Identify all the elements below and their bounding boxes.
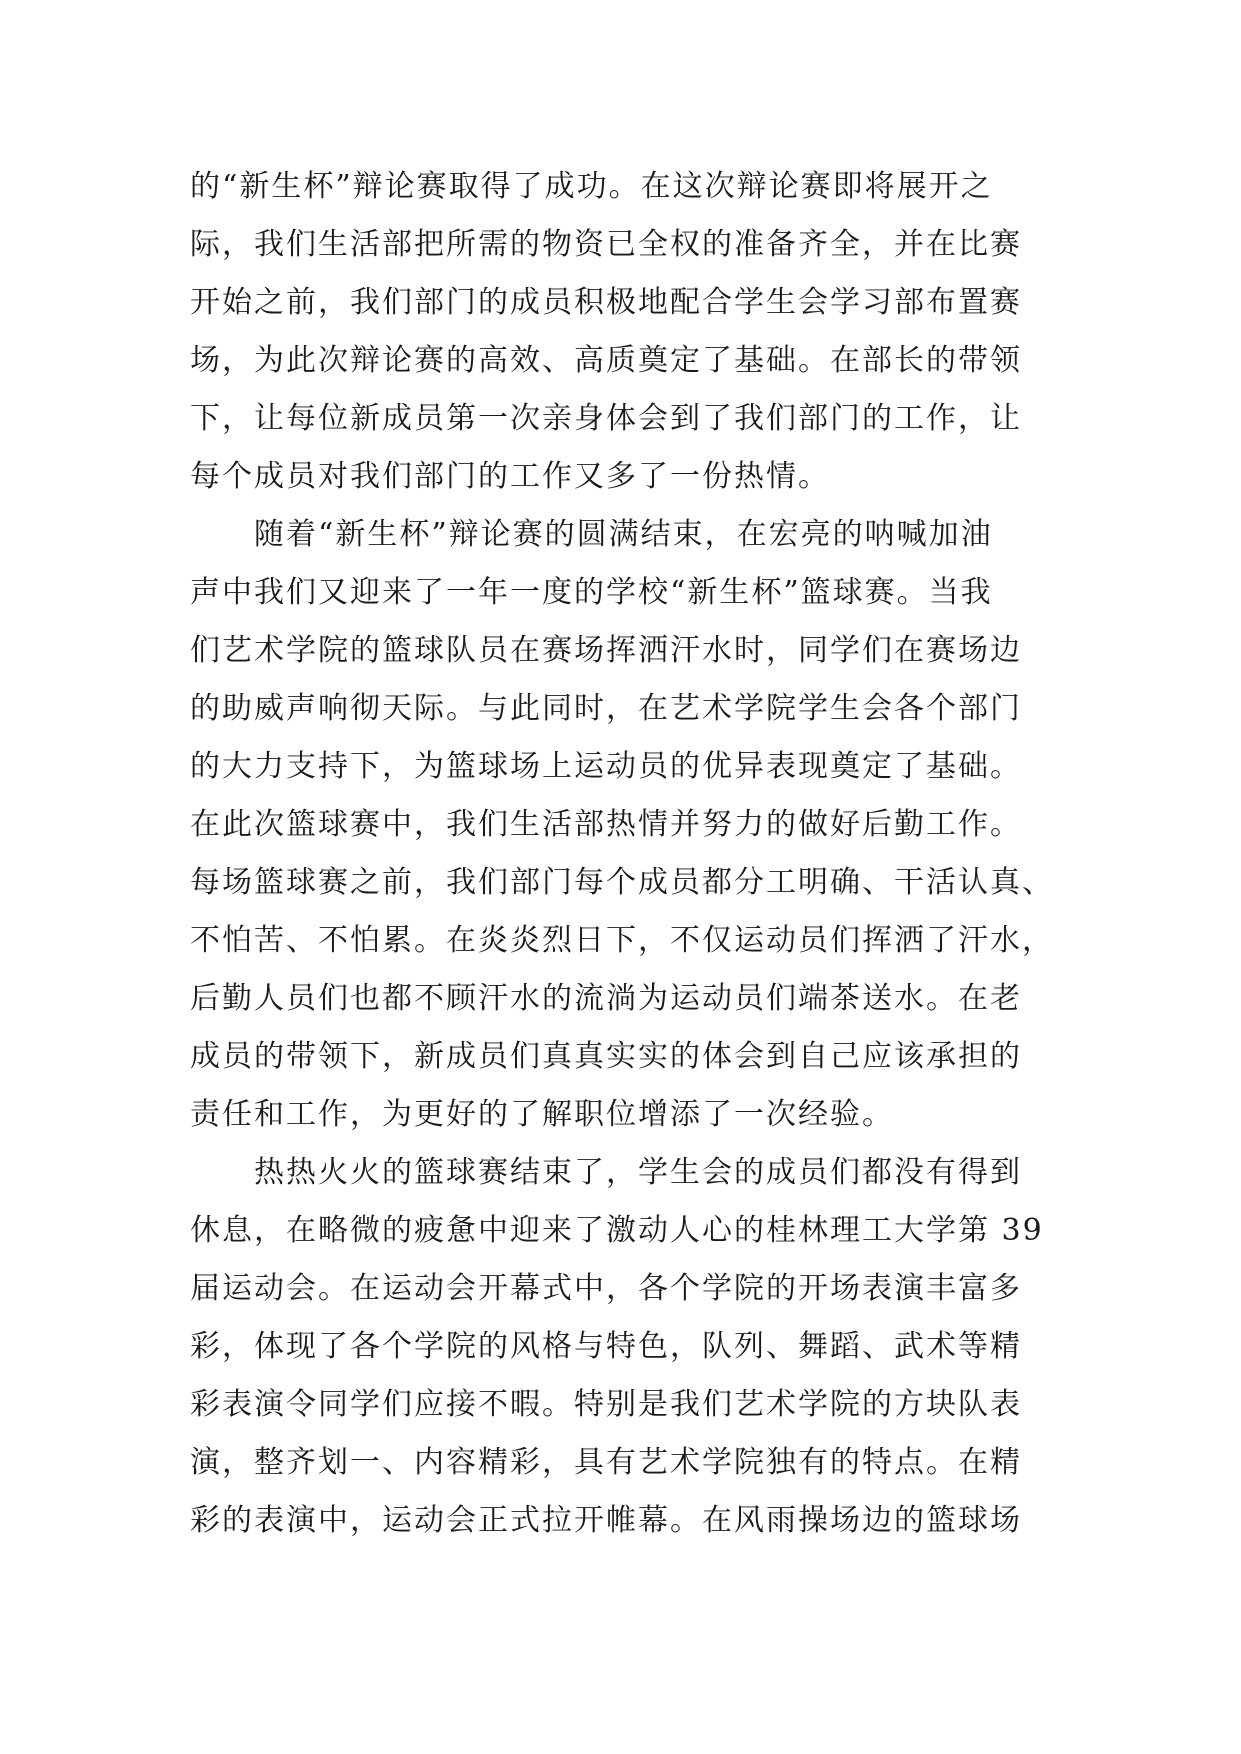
paragraph-2: [190, 506, 1060, 1144]
text-line: 后勤人员们也都不顾汗水的流淌为运动员们端茶送水。在老: [190, 981, 1022, 1016]
text-line: 们艺术学院的篮球队员在赛场挥洒汗水时，同学们在赛场边: [190, 633, 1022, 668]
text-line: 际，我们生活部把所需的物资已全权的准备齐全，并在比赛: [190, 227, 1022, 262]
text-line: 责任和工作，为更好的了解职位增添了一次经验。: [190, 1097, 894, 1132]
text-line: 彩表演令同学们应接不暇。特别是我们艺术学院的方块队表: [190, 1387, 1022, 1422]
paragraph-1: [190, 158, 1060, 506]
text-line: 声中我们又迎来了一年一度的学校“新生杯”篮球赛。当我: [190, 575, 993, 610]
text-line: 随着“新生杯”辩论赛的圆满结束，在宏亮的呐喊加油: [254, 517, 993, 552]
text-line: 热热火火的篮球赛结束了，学生会的成员们都没有得到: [254, 1155, 1022, 1190]
body-text: [190, 158, 1060, 1550]
text-line: 不怕苦、不怕累。在炎炎烈日下，不仅运动员们挥洒了汗水，: [190, 923, 1054, 958]
text-line: 开始之前，我们部门的成员积极地配合学生会学习部布置赛: [190, 285, 1022, 320]
text-line: 的“新生杯”辩论赛取得了成功。在这次辩论赛即将展开之: [190, 169, 993, 204]
text-line: 演，整齐划一、内容精彩，具有艺术学院独有的特点。在精: [190, 1445, 1022, 1480]
text-line: 每场篮球赛之前，我们部门每个成员都分工明确、干活认真、: [190, 865, 1054, 900]
text-line: 的助威声响彻天际。与此同时，在艺术学院学生会各个部门: [190, 691, 1022, 726]
text-line: 休息，在略微的疲惫中迎来了激动人心的桂林理工大学第 39: [190, 1213, 1044, 1248]
text-line: 届运动会。在运动会开幕式中，各个学院的开场表演丰富多: [190, 1271, 1022, 1306]
text-line: 彩，体现了各个学院的风格与特色，队列、舞蹈、武术等精: [190, 1329, 1022, 1364]
text-line: 彩的表演中，运动会正式拉开帷幕。在风雨操场边的篮球场: [190, 1503, 1022, 1538]
text-line: 在此次篮球赛中，我们生活部热情并努力的做好后勤工作。: [190, 807, 1022, 842]
text-line: 场，为此次辩论赛的高效、高质奠定了基础。在部长的带领: [190, 343, 1022, 378]
text-line: 下，让每位新成员第一次亲身体会到了我们部门的工作，让: [190, 401, 1022, 436]
text-line: 成员的带领下，新成员们真真实实的体会到自己应该承担的: [190, 1039, 1022, 1074]
text-line: 每个成员对我们部门的工作又多了一份热情。: [190, 459, 830, 494]
paragraph-3: [190, 1144, 1060, 1550]
text-line: 的大力支持下，为篮球场上运动员的优异表现奠定了基础。: [190, 749, 1022, 784]
